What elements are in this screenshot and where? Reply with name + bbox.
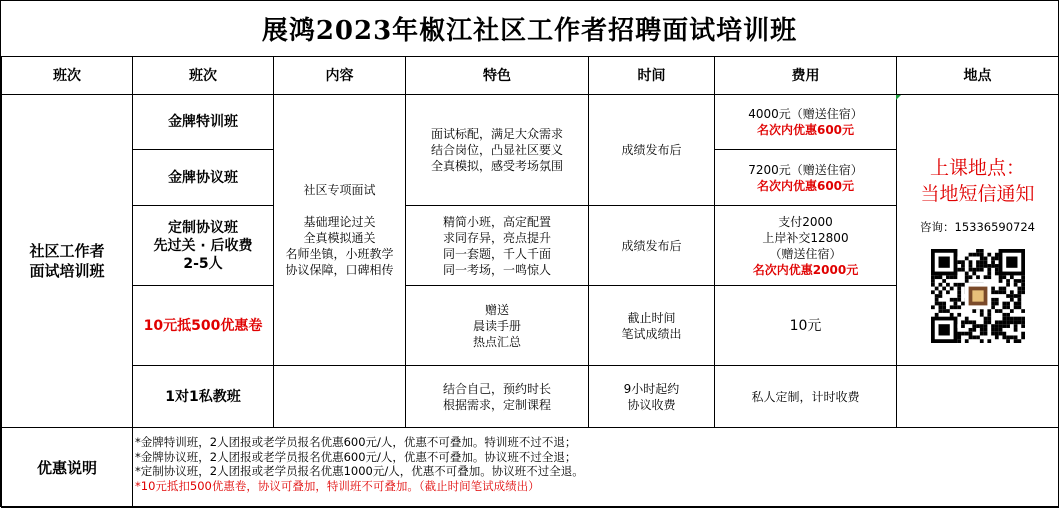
class-custom-agreement: [133, 206, 274, 286]
class-coupon: 10元抵500优惠卷: [133, 286, 274, 366]
fee-line: （赠送住宿）: [769, 246, 842, 261]
fee-cell-2: [715, 150, 897, 206]
fee-cell-3: [715, 206, 897, 286]
feature-cell-5: [406, 366, 589, 428]
table-row: [2, 95, 1059, 150]
time-line: 协议收费: [627, 397, 676, 412]
location-cell: [897, 95, 1059, 366]
header-class: 班次: [2, 57, 133, 95]
content-line: 名师坐镇，小班教学: [285, 247, 394, 261]
content-line: 社区专项面试: [303, 183, 376, 197]
feature-line: 精简小班，高定配置: [442, 214, 551, 229]
time-cell-3: 成绩发布后: [589, 206, 715, 286]
feature-list: [406, 381, 588, 413]
notes-red-line: *10元抵扣500优惠卷，协议可叠加，特训班不可叠加。（截止时间笔试成绩出）: [135, 478, 540, 493]
feature-line: 根据需求，定制课程: [442, 397, 551, 412]
notes-line: *金牌特训班，2人团报或老学员报名优惠600元/人，优惠不可叠加。特训班不过不退；: [135, 435, 577, 449]
feature-line: 全真模拟，感受考场氛围: [430, 159, 563, 173]
notes-row: [2, 428, 1059, 508]
class-name-line: 定制协议班: [168, 219, 238, 236]
feature-line: 结合自己，预约时长: [442, 381, 551, 396]
class-gold-training: 金牌特训班: [133, 95, 274, 150]
fee-lines: [715, 214, 896, 262]
header-time: 时间: [589, 57, 715, 95]
qr-code-icon: [931, 249, 1025, 343]
location-empty: [897, 366, 1059, 428]
fee-cell-5: 私人定制，计时收费: [715, 366, 897, 428]
class-gold-agreement: 金牌协议班: [133, 150, 274, 206]
notes-line: *金牌协议班，2人团报或老学员报名优惠600元/人，优惠不可叠加。协议班不过全退；: [135, 449, 577, 464]
fee-text: 7200元（赠送住宿）: [748, 162, 863, 177]
fee-cell-1: [715, 95, 897, 150]
program-name-cell: [2, 95, 133, 428]
header-fee: 费用: [715, 57, 897, 95]
class-name-line: 2-5人: [183, 255, 223, 272]
consult-phone: 咨询：15336590724: [920, 220, 1035, 234]
fee-discount: 名次内优惠2000元: [752, 262, 859, 277]
class-private: 1对1私教班: [133, 366, 274, 428]
time-cell-4: [589, 286, 715, 366]
feature-line: 热点汇总: [472, 334, 521, 349]
feature-line: 晨读手册: [472, 318, 521, 333]
feature-cell-1: [406, 95, 589, 206]
header-features: 特色: [406, 57, 589, 95]
class-name-lines: [133, 219, 273, 273]
program-name: 社区工作者 面试培训班: [29, 242, 105, 280]
header-content: 内容: [274, 57, 406, 95]
feature-cell-4: [406, 286, 589, 366]
fee-line: 支付2000: [778, 214, 833, 229]
header-row: [2, 57, 1059, 95]
content-line: 全真模拟通关: [303, 231, 376, 245]
feature-cell-3: [406, 206, 589, 286]
time-cell-1: 成绩发布后: [589, 95, 715, 206]
fee-cell-4: 10元: [715, 286, 897, 366]
time-line: 笔试成绩出: [621, 326, 682, 341]
feature-line: 同一套题，千人千面: [442, 246, 551, 261]
corner-mark-icon: [896, 95, 901, 100]
feature-line: 赠送: [484, 302, 509, 317]
notes-line: *定制协议班，2人团报或老学员报名优惠1000元/人，优惠不可叠加。协议班不过全退。: [135, 464, 584, 479]
time-lines: [589, 310, 714, 342]
feature-list: [406, 214, 588, 278]
content-empty: [274, 366, 406, 428]
content-line: 协议保障，口碑相传: [285, 263, 394, 277]
content-line: 基础理论过关: [303, 215, 376, 229]
feature-line: 面试标配，满足大众需求: [430, 127, 563, 141]
time-cell-5: [589, 366, 715, 428]
fee-discount: 名次内优惠600元: [756, 123, 855, 137]
fee-text: 4000元（赠送住宿）: [748, 107, 863, 121]
notes-list: [133, 435, 1058, 479]
fee-discount: 名次内优惠600元: [756, 178, 855, 193]
class-name-line: 先过关 · 后收费: [153, 237, 253, 254]
feature-list: [406, 126, 588, 174]
time-lines: [589, 381, 714, 413]
header-class-2: 班次: [133, 57, 274, 95]
time-line: 截止时间: [627, 310, 676, 325]
table-row: [2, 366, 1059, 428]
page-title: 展鸿2023年椒江社区工作者招聘面试培训班: [1, 1, 1058, 57]
notes-label: 优惠说明: [2, 428, 133, 508]
feature-line: 同一考场，一鸣惊人: [442, 262, 551, 277]
time-line: 9小时起约: [623, 381, 680, 396]
feature-line: 求同存异，亮点提升: [442, 230, 551, 245]
fee-line: 上岸补交12800: [762, 230, 849, 245]
location-value: 当地短信通知: [920, 183, 1035, 205]
content-line: [274, 198, 405, 214]
notes-cell: [133, 428, 1059, 508]
header-location: 地点: [897, 57, 1059, 95]
content-cell: [274, 95, 406, 366]
feature-line: 结合岗位，凸显社区要义: [430, 143, 563, 157]
feature-list: [406, 302, 588, 350]
course-table: [1, 56, 1059, 508]
location-label: 上课地点：: [929, 157, 1025, 179]
content-list: [274, 182, 405, 278]
